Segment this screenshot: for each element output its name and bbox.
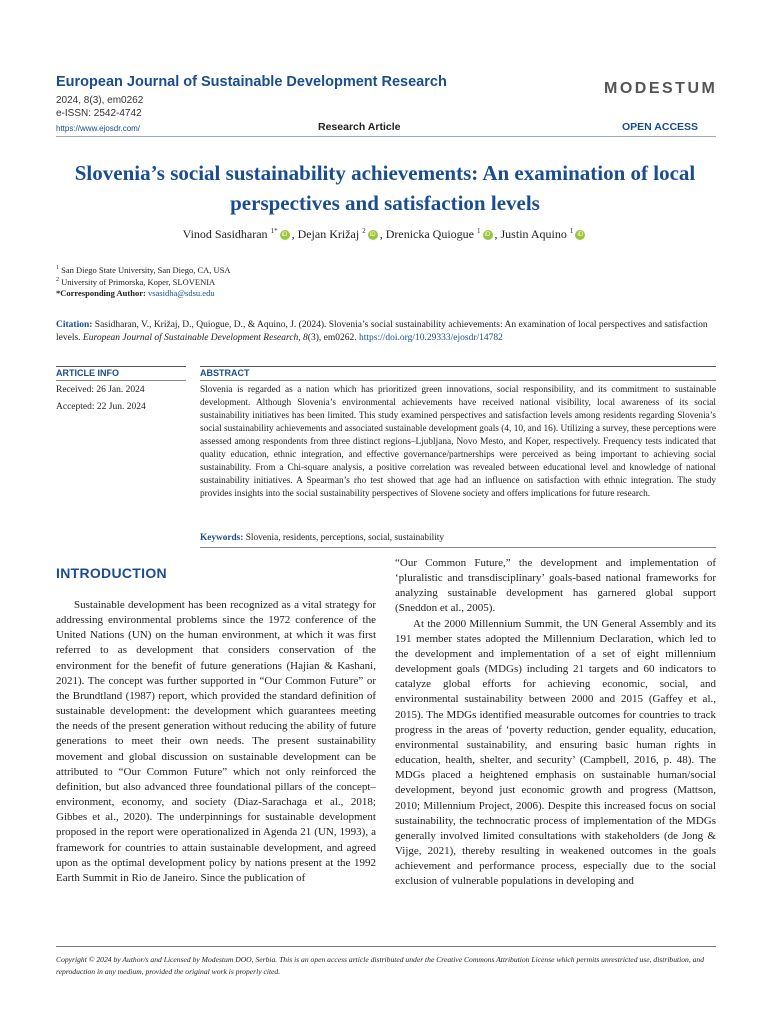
info-rule [56,380,186,381]
affiliation-mark: 1 [56,265,59,272]
open-access-badge: OPEN ACCESS [622,121,699,133]
volume-line: 2024, 8(3), em0262 [56,95,144,106]
header-divider [56,136,716,137]
affiliation-text: University of Primorska, Koper, SLOVENIA [61,277,216,287]
keywords [200,533,444,543]
journal-url-link[interactable]: https://www.ejosdr.com/ [56,124,141,133]
orcid-icon[interactable]: iD [483,230,493,240]
article-info-heading: ARTICLE INFO [56,368,119,378]
orcid-icon[interactable]: iD [280,230,290,240]
citation-block [56,319,716,345]
corresponding-label: *Corresponding Author: [56,288,146,298]
author-mark: 2 [362,227,366,235]
accepted-date: Accepted: 22 Jun. 2024 [56,402,146,412]
citation-text: Sasidharan, V., Križaj, D., Quiogue, D., & Aquino, J. (2024). Slovenia’s social sustainability achievements: An examination of local perspectives and satisfaction levels. [56,320,708,343]
issn-line: e-ISSN: 2542-4742 [56,108,142,119]
received-date: Received: 26 Jan. 2024 [56,385,145,395]
author-name: Justin Aquino [500,227,567,241]
author-mark: 1* [270,227,278,235]
citation-label: Citation: [56,320,93,330]
keywords-text: Slovenia, residents, perceptions, social, sustainability [245,533,445,543]
affiliation-mark: 2 [56,277,59,284]
paragraph: At the 2000 Millennium Summit, the UN General Assembly and its 191 member states adopted the Millennium Declaration, which led to the development and implementation of a set of eight millennium development goals (MDGs) including 21 targets and 60 indicators to catalyze global efforts for achieving economic, social, and environmental sustainability between 2000 and 2015 (Gaffey et al., 2015). The MDGs identified measurable outcomes for countries to track progress in the areas of ‘poverty reduction, gender equality, education, environmental sustainability, and ensuring basic human rights in education, health, shelter, and security’ (Campbell, 2016, p. 48). The MDGs placed a heightened emphasis on sustainable human/social development, beyond just economic growth and progress (Mattson, 2010; Millennium Project, 2006). Despite this increased focus on social sustainability, the technocratic process of implementation of the MDGs generally involved limited consultations with stakeholders (de Jong & Vijge, 2021), thereby resulting in weakened outcomes in the goals achievement and performance process, especially due to the social exclusion of vulnerable populations in developing and [395,617,716,888]
corresponding-email-link[interactable]: vsasidha@sdsu.edu [147,288,215,298]
body-column-right [395,556,716,889]
keywords-label: Keywords: [200,533,244,543]
abstract-heading: ABSTRACT [200,368,250,378]
article-type: Research Article [318,121,401,133]
author-name: Vinod Sasidharan [182,227,268,241]
paper-title: Slovenia’s social sustainability achievements: An examination of local perspectives and satisfaction levels [74,161,696,215]
author-name: Dejan Križaj [297,227,360,241]
copyright-footer: Copyright © 2024 by Author/s and Licensed by Modestum DOO, Serbia. This is an open access article distributed under the Creative Commons Attribution License which permits unrestricted use, distribution, and reproduction in any medium, provided the original work is properly cited. [56,955,705,976]
paragraph: “Our Common Future,” the development and implementation of ‘pluralistic and transdisciplinary’ goals-based national frameworks for analyzing sustainable development has garnered global support (Sneddon et al., 2005). [395,557,716,615]
author-list: Vinod Sasidharan $^{1*}$iD , Dejan Križaj $^2$iD , Drenicka Quiogue $^1$iD , Justin Aquino $^1$iD [40,227,730,242]
citation-journal: European Journal of Sustainable Development Research, 8 [82,333,308,343]
publisher-logo: MODESTUM [604,80,718,97]
journal-title: European Journal of Sustainable Development Research [56,74,447,90]
author-mark: 1 [569,227,574,235]
citation-issue: (3), em0262. [307,333,357,343]
abstract-rule [200,366,716,367]
abstract-bottom-rule [200,547,716,548]
abstract-text: Slovenia is regarded as a nation which has prioritized green innovations, social responsibility, and its commitment to sustainable development. Although Slovenia’s environmental achievements have received national visibility, local awareness of its social sustainability initiatives has been limited. This study examined perspectives and satisfaction levels among residents regarding Slovenia’s social sustainability achievements and associated sustainable development goals (4, 10, and 16). Utilizing a survey, these perceptions were assessed among respondents from three distinct regions–Ljubljana, Novo Mesto, and Koper, respectively. Frequency tests indicated that quality education, ethnic integration, and effective governance/partnerships were perceived as being important to achieving social sustainability. From a Chi-square analysis, a positive correlation was revealed between educational level and knowledge of national sustainability initiatives. A Spearman’s rho test showed that age had an influence on satisfaction with ethnic integration. The study provides insights into the social sustainability perspectives of Slovene society and offers implications for future research. [200,385,716,499]
citation-doi-link[interactable]: https://doi.org/10.29333/ejosdr/14782 [358,333,503,343]
affiliation [56,277,215,287]
corresponding-author [56,288,215,298]
author-name: Drenicka Quiogue [385,227,475,241]
body-column-left [56,598,376,886]
affiliation [56,265,231,275]
paragraph: Sustainable development has been recognized as a vital strategy for addressing environmental problems since the 1972 conference of the United Nations (UN) on the human environment, at which it was first referred to as development that considers conservation of the environment for the benefit of future generations (Hajian & Kashani, 2021). The concept was further supported in “Our Common Future” or the Brundtland (1987) report, which provided the standard definition of sustainable development: the development which guarantees meeting the needs of the present generation without reducing the ability of future generations to meet their own needs. The present sustainability movement and global discussion on sustainable development can be attributed to “Our Common Future” which not only reinforced the definition, but also advanced three foundational pillars of the concept–environment, economy, and society (Diaz-Sarachaga et al., 2018; Gibbes et al., 2020). The underpinnings for sustainable development proposed in the report were operationalized in Agenda 21 (UN, 1993), a framework for countries to attain sustainable development, and agreed upon as the optimal development policy by nations present at the 1992 Earth Summit in Rio de Janeiro. Since the publication of [56,599,376,884]
info-rule [56,366,186,367]
orcid-icon[interactable]: iD [368,230,378,240]
affiliation-text: San Diego State University, San Diego, CA, USA [61,265,231,275]
footer-divider [56,946,716,947]
abstract-rule [200,380,716,381]
section-heading: INTRODUCTION [56,565,167,581]
orcid-icon[interactable]: iD [575,230,585,240]
author-mark: 1 [477,227,481,235]
